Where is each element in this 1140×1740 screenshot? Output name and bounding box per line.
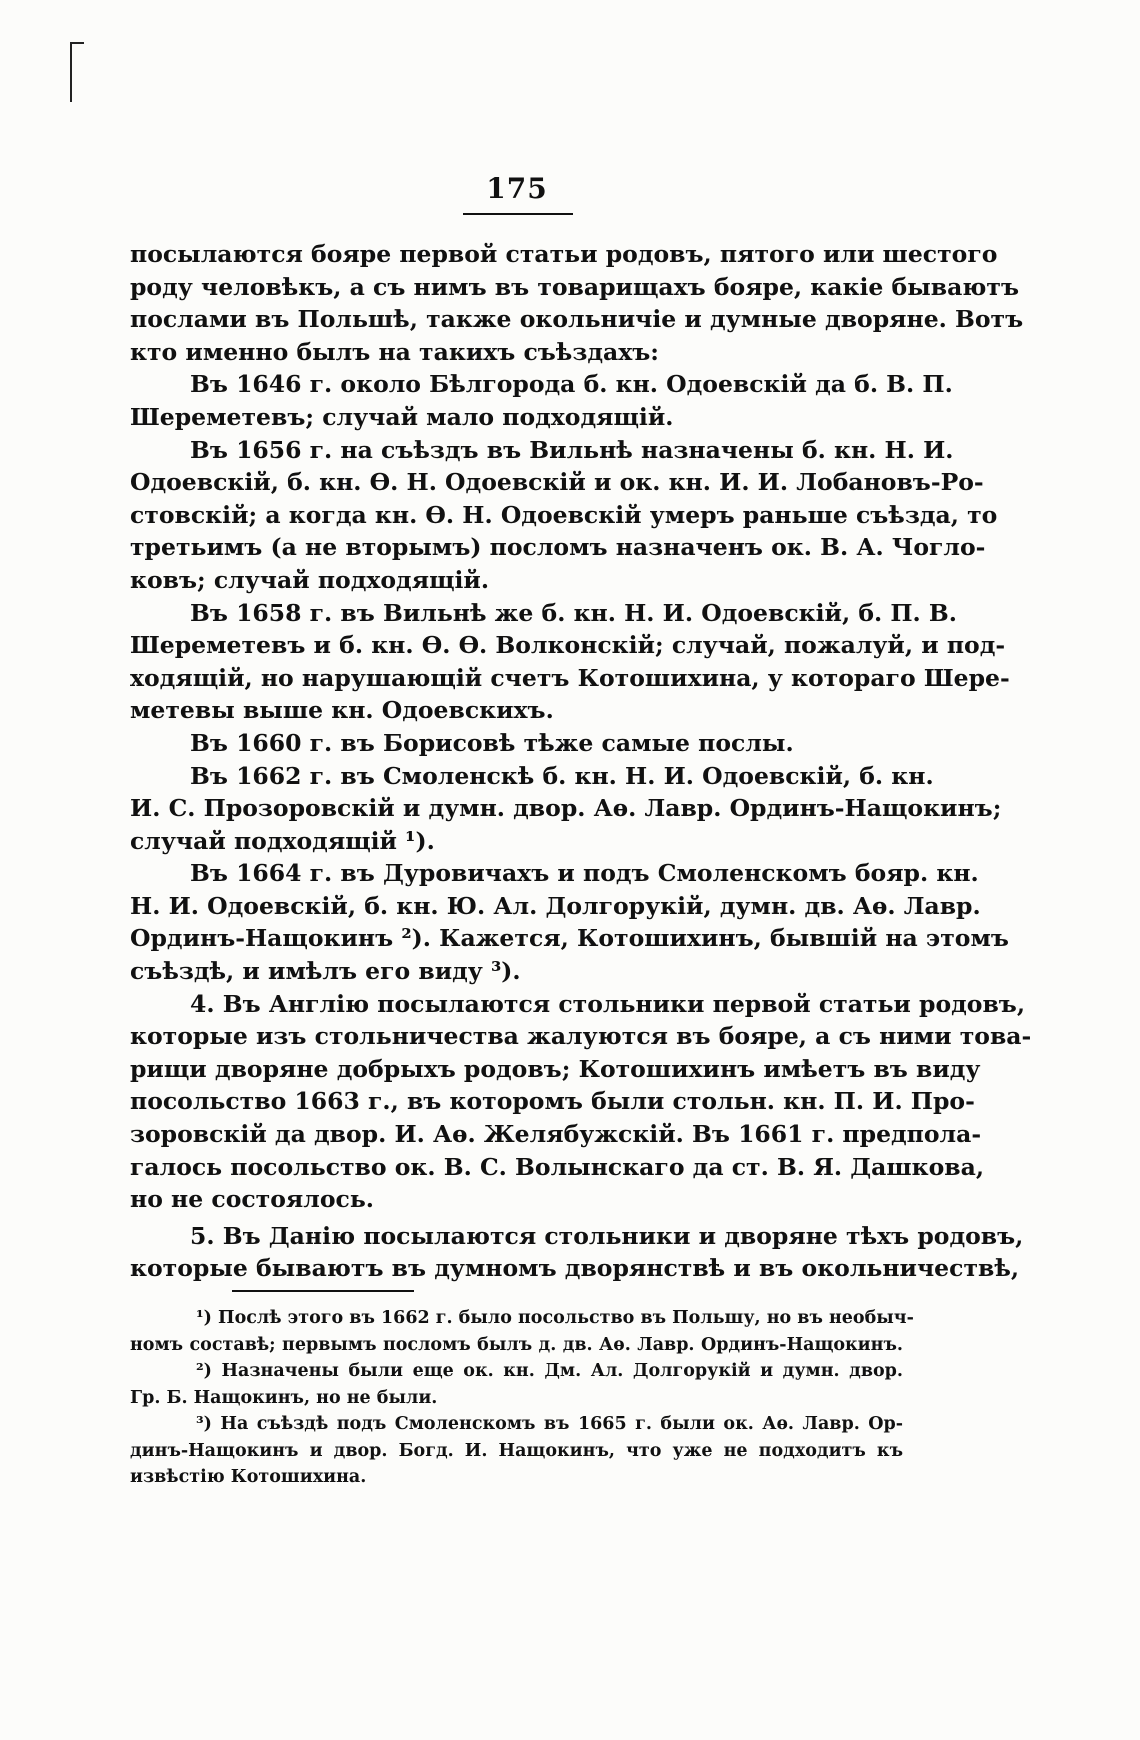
text-line: Ординъ-Нащокинъ ²). Кажется, Котошихинъ, бывшій на этомъ: [130, 924, 1009, 953]
paragraph: [130, 238, 1024, 368]
text-line: Н. И. Одоевскій, б. кн. Ю. Ал. Долгорукій, думн. дв. Аѳ. Лавр.: [130, 891, 981, 920]
body-text: [130, 238, 1032, 1285]
scan-mark: [70, 42, 84, 44]
text-line: Въ 1660 г. въ Борисовѣ тѣже самые послы.: [190, 728, 794, 757]
paragraph: [130, 760, 1002, 858]
paragraph: [130, 434, 998, 597]
paragraph: [130, 727, 903, 760]
footnote-line: номъ составѣ; первымъ посломъ былъ д. дв. Аѳ. Лавр. Ординъ-Нащокинъ.: [130, 1334, 903, 1355]
text-line: рищи дворяне добрыхъ родовъ; Котошихинъ имѣетъ въ виду: [130, 1054, 981, 1083]
text-line: 5. Въ Данію посылаются стольники и дворяне тѣхъ родовъ,: [190, 1221, 1024, 1250]
text-line: 4. Въ Англію посылаются стольники первой статьи родовъ,: [190, 989, 1026, 1018]
text-line: которые изъ стольничества жалуются въ бояре, а съ ними това-: [130, 1022, 1032, 1051]
text-line: Въ 1646 г. около Бѣлгорода б. кн. Одоевскій да б. В. П.: [190, 370, 953, 399]
text-line: Одоевскій, б. кн. Ѳ. Н. Одоевскій и ок. кн. И. И. Лобановъ-Ро-: [130, 468, 984, 497]
scan-mark: [70, 42, 72, 102]
page-number-rule: [463, 213, 573, 215]
paragraph: [130, 1220, 1024, 1285]
text-line: стовскій; а когда кн. Ѳ. Н. Одоевскій умеръ раньше съѣзда, то: [130, 500, 998, 529]
text-line: галось посольство ок. В. С. Волынскаго да ст. В. Я. Дашкова,: [130, 1152, 985, 1181]
text-line: метевы выше кн. Одоевскихъ.: [130, 696, 554, 725]
text-line: Въ 1658 г. въ Вильнѣ же б. кн. Н. И. Одоевскій, б. П. В.: [190, 598, 957, 627]
text-line: Въ 1664 г. въ Дуровичахъ и подъ Смоленскомъ бояр. кн.: [190, 859, 979, 888]
text-line: Въ 1656 г. на съѣздъ въ Вильнѣ назначены б. кн. Н. И.: [190, 435, 954, 464]
text-line: случай подходящій ¹).: [130, 826, 435, 855]
text-line: ковъ; случай подходящій.: [130, 565, 490, 594]
paragraph: [130, 988, 1032, 1216]
footnote-line: ³) На съѣздѣ подъ Смоленскомъ въ 1665 г. были ок. Аѳ. Лавр. Ор-: [196, 1414, 903, 1434]
text-line: И. С. Прозоровскій и думн. двор. Аѳ. Лавр. Ординъ-Нащокинъ;: [130, 794, 1002, 823]
footnotes: [130, 1305, 914, 1491]
text-line: но не состоялось.: [130, 1185, 374, 1214]
text-line: Въ 1662 г. въ Смоленскѣ б. кн. Н. И. Одоевскій, б. кн.: [190, 761, 934, 790]
text-line: третьимъ (а не вторымъ) посломъ назначенъ ок. В. А. Чоглo-: [130, 533, 986, 562]
text-line: Шереметевъ; случай мало подходящій.: [130, 402, 674, 431]
text-line: посольство 1663 г., въ которомъ были стольн. кн. П. И. Про-: [130, 1087, 975, 1116]
footnote-line: извѣстію Котошихина.: [130, 1467, 367, 1487]
footnote-line: динъ-Нащокинъ и двор. Богд. И. Нащокинъ, что уже не подходитъ къ: [130, 1440, 903, 1461]
text-line: кто именно былъ на такихъ съѣздахъ:: [130, 337, 659, 366]
paragraph: [130, 597, 1010, 727]
page-number: 175: [486, 172, 548, 205]
footnote-line: ²) Назначены были еще ок. кн. Дм. Ал. Долгорукій и думн. двор.: [196, 1361, 903, 1381]
text-line: ходящій, но нарушающій счетъ Котошихина, у котораго Шере-: [130, 663, 1010, 692]
footnote-separator: [232, 1290, 414, 1292]
text-line: Шереметевъ и б. кн. Ѳ. Ѳ. Волконскій; случай, пожалуй, и под-: [130, 631, 1006, 660]
text-line: зоровскій да двор. И. Аѳ. Желябужскій. Въ 1661 г. предпола-: [130, 1120, 982, 1149]
text-line: которые бываютъ въ думномъ дворянствѣ и въ окольничествѣ,: [130, 1254, 1020, 1283]
footnote-line: Гр. Б. Нащокинъ, но не были.: [130, 1387, 438, 1408]
text-line: послами въ Польшѣ, также окольничіе и думные дворяне. Вотъ: [130, 305, 1024, 334]
footnote-line: ¹) Послѣ этого въ 1662 г. было посольство въ Польшу, но въ необыч-: [196, 1308, 914, 1328]
text-line: посылаются бояре первой статьи родовъ, пятого или шестого: [130, 240, 998, 268]
paragraph: [130, 857, 1009, 987]
text-line: роду человѣкъ, а съ нимъ въ товарищахъ бояре, какіе бываютъ: [130, 272, 1019, 301]
paragraph: [130, 368, 953, 433]
text-line: съѣздѣ, и имѣлъ его виду ³).: [130, 957, 521, 986]
